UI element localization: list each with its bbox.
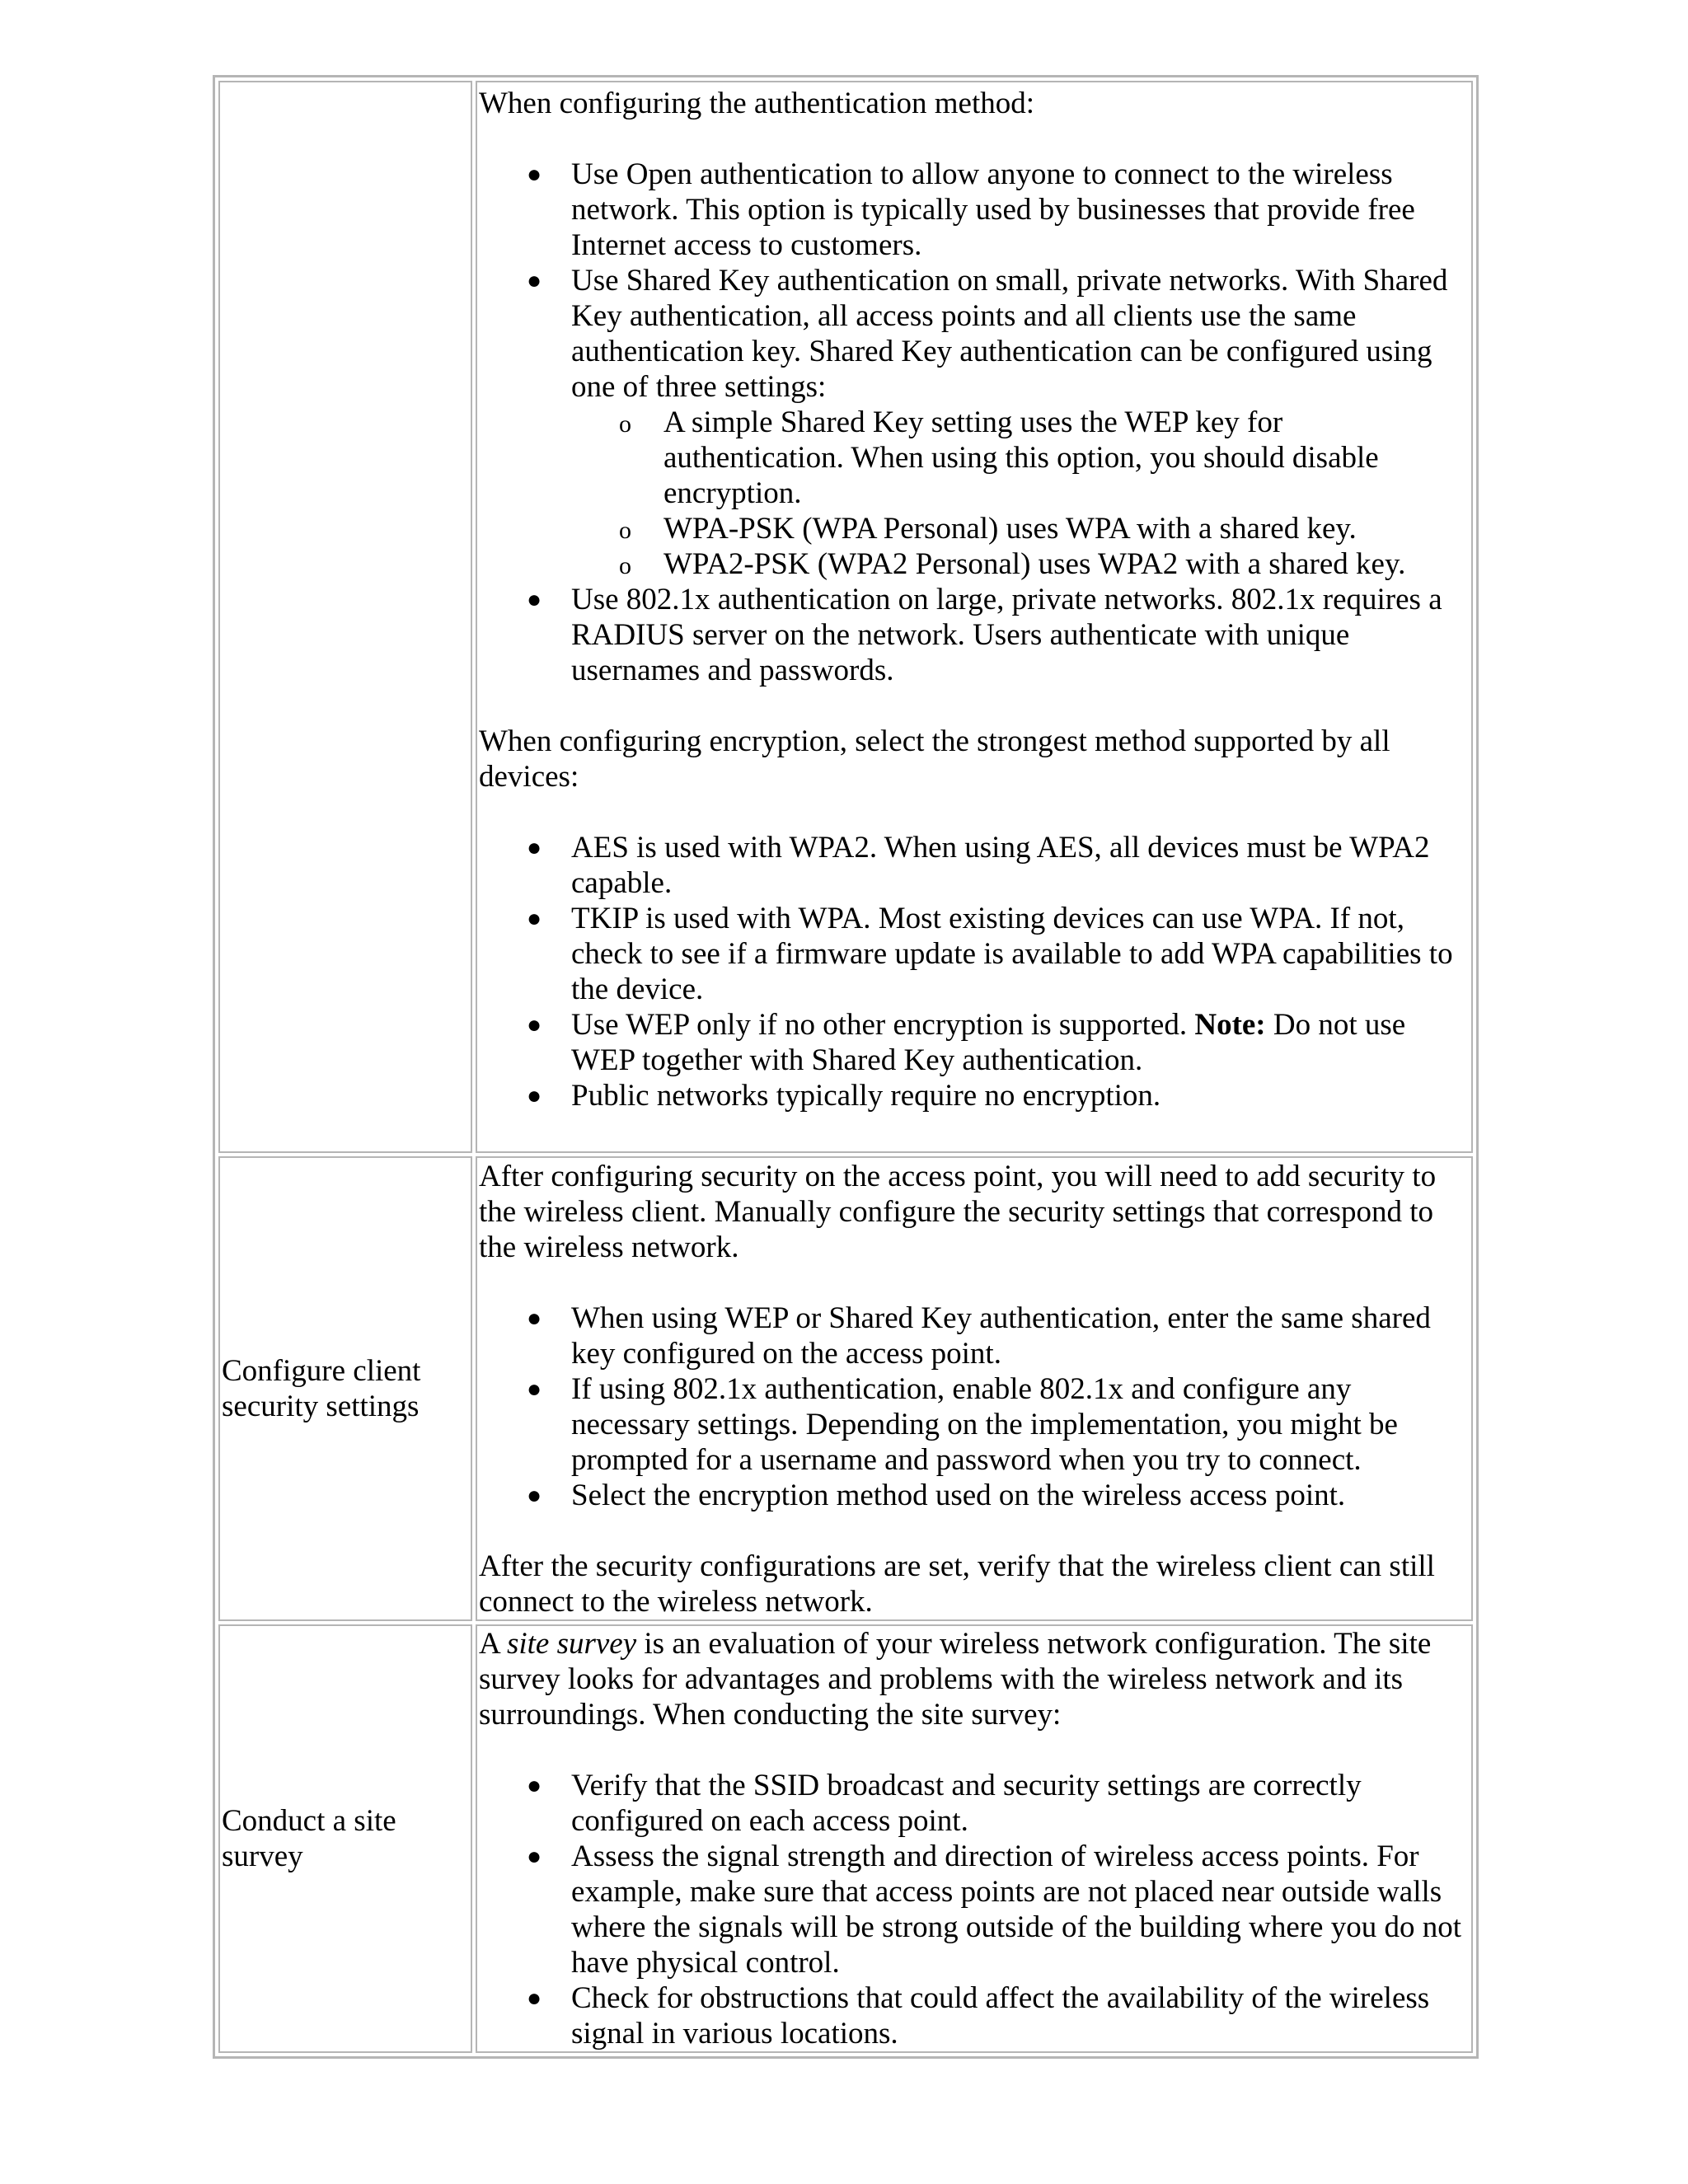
bullet-list xyxy=(479,830,1470,1113)
intro-text: After configuring security on the access point, you will need to add security to the wireless client. Manually configure the security settings that correspond to the wireless network. xyxy=(479,1159,1437,1264)
row-content-cell xyxy=(476,81,1473,1153)
row-label-cell xyxy=(218,1624,472,2053)
circle-bullet-icon: o xyxy=(619,410,631,438)
bullet-list xyxy=(479,1768,1470,2051)
bullet-icon: ● xyxy=(527,904,542,932)
list-item-text: TKIP is used with WPA. Most existing devices can use WPA. If not, check to see if a firmware update is available to add WPA capabilities to the device. xyxy=(571,901,1453,1006)
list-item xyxy=(527,901,1470,1007)
row-label-cell xyxy=(218,1156,472,1621)
row-label-cell xyxy=(218,81,472,1153)
list-item-text: Use 802.1x authentication on large, private networks. 802.1x requires a RADIUS server on the network. Users authenticate with unique usernames and passwords. xyxy=(571,582,1442,687)
list-item-text: Use Open authentication to allow anyone to connect to the wireless network. This option is typically used by businesses that provide free Internet access to customers. xyxy=(571,157,1415,262)
list-item xyxy=(527,1301,1470,1371)
bullet-list xyxy=(479,1301,1470,1513)
sub-list-item xyxy=(619,546,1470,582)
intro-text-2: When configuring encryption, select the strongest method supported by all devices: xyxy=(479,724,1390,794)
sub-list-item-text: WPA2-PSK (WPA2 Personal) uses WPA2 with a shared key. xyxy=(663,546,1406,581)
sub-list-item xyxy=(619,511,1470,546)
bullet-icon: ● xyxy=(527,1304,542,1332)
bullet-icon: ● xyxy=(527,160,542,188)
intro-text xyxy=(479,1626,1470,1732)
row-label: Conduct a site survey xyxy=(222,1804,396,1873)
intro-text: When configuring the authentication method: xyxy=(479,86,1035,120)
list-item-text: Select the encryption method used on the wireless access point. xyxy=(571,1478,1346,1512)
note-label: Note: xyxy=(1194,1007,1266,1042)
list-item xyxy=(527,582,1470,688)
list-item xyxy=(527,1839,1470,1980)
list-item-text: Assess the signal strength and direction of wireless access points. For example, make sure that access points are not placed near outside walls where the signals will be strong outside of the building where you do not have physical control. xyxy=(571,1840,1462,1980)
list-item-text: Check for obstructions that could affect the availability of the wireless signal in various locations. xyxy=(571,1981,1430,2050)
document-table xyxy=(213,75,1479,2059)
list-item-text: Verify that the SSID broadcast and security settings are correctly configured on each access point. xyxy=(571,1769,1362,1838)
bullet-icon: ● xyxy=(527,1081,542,1109)
intro-text-a: A xyxy=(479,1627,507,1661)
circle-bullet-icon: o xyxy=(619,516,631,544)
intro-text-b: is an evaluation of your wireless network configuration. The site survey looks for advantages and problems with the wireless network and its surroundings. When conducting the site survey: xyxy=(479,1627,1432,1732)
sub-bullet-list xyxy=(571,405,1470,582)
list-item-text: Public networks typically require no encryption. xyxy=(571,1078,1161,1113)
list-item-text: Use Shared Key authentication on small, private networks. With Shared Key authentication, all access points and all clients use the same authentication key. Shared Key authentication can be configured using one of three settings: xyxy=(571,263,1448,404)
bullet-icon: ● xyxy=(527,1010,542,1038)
row-content-cell xyxy=(476,1624,1473,2053)
circle-bullet-icon: o xyxy=(619,551,631,579)
list-item xyxy=(527,1078,1470,1113)
list-item xyxy=(527,830,1470,901)
list-item-text xyxy=(571,1008,1405,1077)
list-item xyxy=(527,1980,1470,2051)
sub-list-item xyxy=(619,405,1470,511)
row-label: Configure client security settings xyxy=(222,1354,421,1423)
table-row xyxy=(218,1624,1473,2053)
list-item-text: When using WEP or Shared Key authentication, enter the same shared key configured on the access point. xyxy=(571,1301,1431,1371)
row-content-cell xyxy=(476,1156,1473,1621)
bullet-icon: ● xyxy=(527,1375,542,1403)
list-item xyxy=(527,263,1470,582)
bullet-icon: ● xyxy=(527,833,542,861)
list-item-text: If using 802.1x authentication, enable 802.1x and configure any necessary settings. Depending on the implementation, you might be prompted for a username and password when you try to connect. xyxy=(571,1371,1398,1477)
list-item xyxy=(527,1478,1470,1513)
bullet-icon: ● xyxy=(527,1772,542,1799)
bullet-list xyxy=(479,157,1470,688)
site-survey-term: site survey xyxy=(506,1627,637,1661)
list-item-text: AES is used with WPA2. When using AES, all devices must be WPA2 capable. xyxy=(571,830,1430,900)
sub-list-item-text: A simple Shared Key setting uses the WEP key for authentication. When using this option, you should disable encryption. xyxy=(663,405,1379,510)
bullet-icon: ● xyxy=(527,1481,542,1509)
list-item xyxy=(527,1768,1470,1839)
list-item-text-after: Do not use WEP together with Shared Key authentication. xyxy=(571,1007,1406,1077)
list-item xyxy=(527,1007,1470,1078)
sub-list-item-text: WPA-PSK (WPA Personal) uses WPA with a shared key. xyxy=(663,511,1357,546)
list-item xyxy=(527,1371,1470,1478)
bullet-icon: ● xyxy=(527,1843,542,1870)
list-item xyxy=(527,157,1470,263)
bullet-icon: ● xyxy=(527,266,542,294)
outro-text: After the security configurations are set, verify that the wireless client can still connect to the wireless network. xyxy=(479,1549,1435,1619)
table-row xyxy=(218,81,1473,1153)
bullet-icon: ● xyxy=(527,585,542,613)
bullet-icon: ● xyxy=(527,1985,542,2012)
table-row xyxy=(218,1156,1473,1621)
list-item-text-before: Use WEP only if no other encryption is supported. xyxy=(571,1007,1195,1042)
